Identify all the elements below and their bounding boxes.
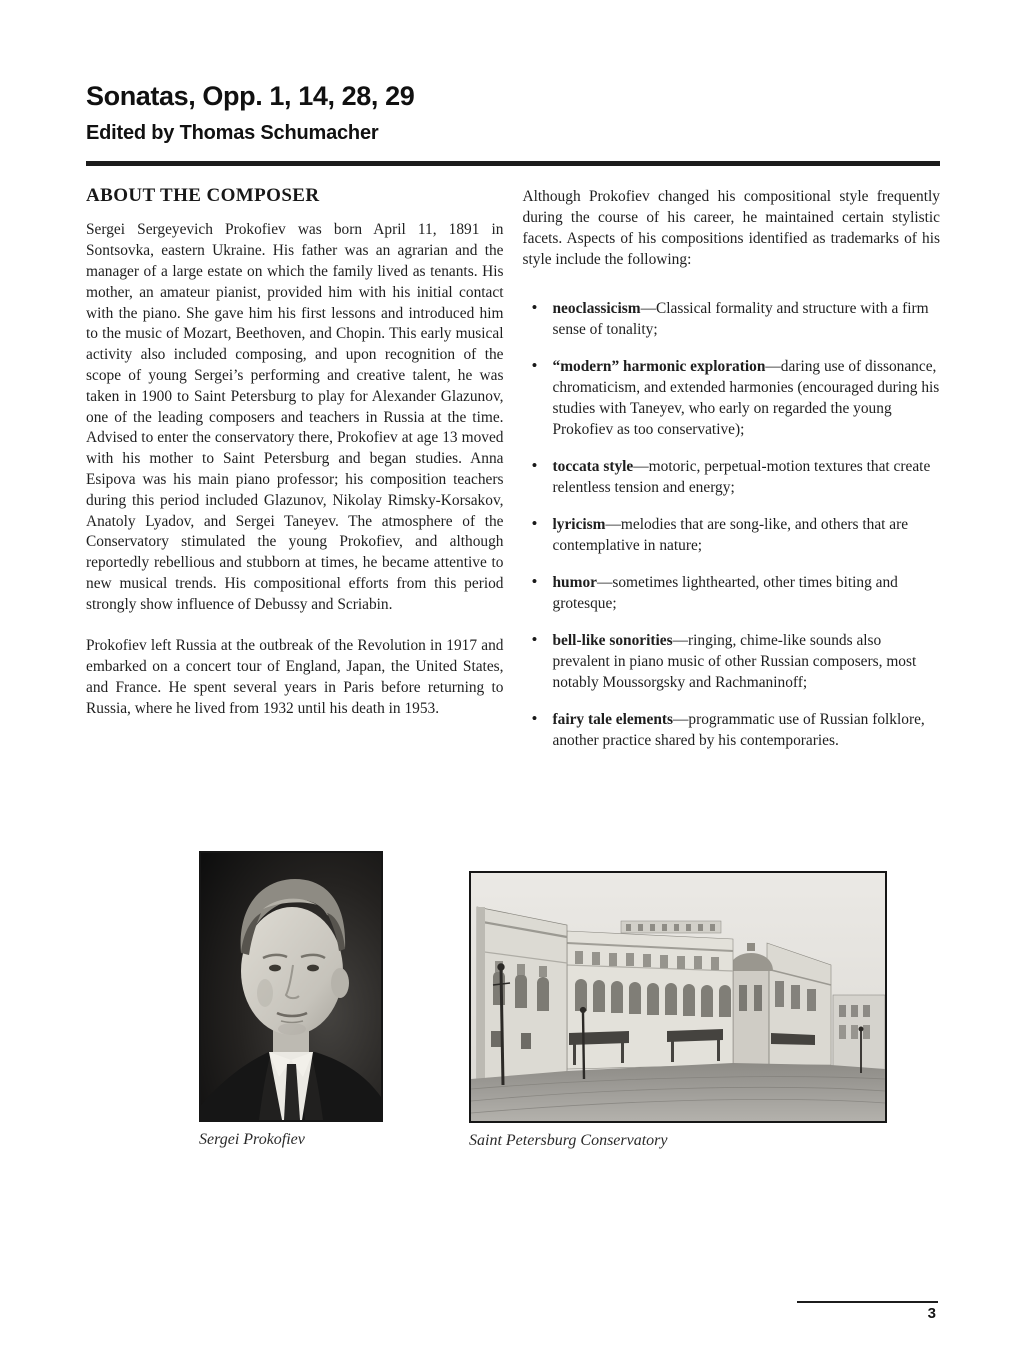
- style-trait-fairy-tale-elements: [532, 709, 941, 751]
- page-header: [0, 0, 1024, 166]
- trait-term: toccata style: [552, 457, 634, 475]
- style-intro: Although Prokofiev changed his compositional style frequently during the course of his career, he maintained certain stylistic facets. Aspects of his compositions identified as trademarks of his style include the following:: [522, 188, 940, 268]
- trait-term: neoclassicism: [552, 299, 641, 317]
- trait-term: fairy tale elements: [552, 710, 674, 728]
- footer-rule: [797, 1301, 938, 1303]
- bio-paragraph-1: Sergei Sergeyevich Prokofiev was born April 11, 1891 in Sontsovka, eastern Ukraine. His father was an agrarian and the manager of a large estate on which the family lived as tenants. His mother, an amateur pianist, provided him with his initial contact with the piano. She gave him his first lessons and introduced him to the music of Mozart, Beethoven, and Chopin. This early musical activity also included composing, and upon recognition of the scope of young Sergei’s performing and creative talent, he was taken in 1900 to Saint Petersburg to play for Alexander Glazunov, one of the leading composers and teachers in Russia at the time. Advised to enter the conservatory there, Prokofiev at age 13 moved with his mother to Saint Petersburg and began studies. Anna Esipova was his main piano professor; his composition teachers during this period included Glazunov, Nikolay Rimsky-Korsakov, Anatoly Lyadov, and Sergei Taneyev. The atmosphere of the Conservatory stimulated the young Prokofiev, and although reportedly rebellious and stubborn at times, he became attentive to new musical trends. His compositional efforts from this period strongly show influence of Debussy and Scriabin.: [86, 221, 504, 613]
- trait-text: —daring use of dissonance, chromaticism, and extended harmonies (encouraged during his studies with Taneyev, who early on regarded the young Prokofiev as too conservative);: [552, 357, 940, 438]
- trait-text: —sometimes lighthearted, other times biting and grotesque;: [552, 573, 898, 612]
- trait-text: —ringing, chime-like sounds also prevalent in piano music of other Russian composers, most notably Moussorgsky and Rachmaninoff;: [552, 631, 917, 691]
- photo-caption-prokofiev: Sergei Prokofiev: [199, 1131, 305, 1148]
- style-trait-humor: [532, 572, 941, 614]
- trait-text: —melodies that are song-like, and others that are contemplative in nature;: [552, 515, 909, 554]
- trait-term: lyricism: [552, 515, 606, 533]
- page-footer: [797, 1301, 938, 1322]
- style-trait-neoclassicism: [532, 298, 941, 340]
- trait-term: humor: [552, 573, 597, 591]
- style-trait-harmonic-exploration: [532, 356, 941, 440]
- section-heading: ABOUT THE COMPOSER: [86, 185, 320, 207]
- trait-term: “modern” harmonic exploration: [552, 357, 766, 375]
- right-column: [523, 185, 941, 766]
- trait-term: bell-like sonorities: [552, 631, 673, 649]
- page-title: Sonatas, Opp. 1, 14, 28, 29: [86, 81, 415, 111]
- trait-text: —programmatic use of Russian folklore, another practice shared by his contemporaries.: [552, 710, 925, 749]
- prokofiev-photo-figure: [199, 851, 383, 1149]
- photo-caption-conservatory: Saint Petersburg Conservatory: [469, 1132, 668, 1149]
- left-column: [86, 185, 504, 766]
- photos-section: [0, 851, 1024, 1161]
- style-traits-list: [523, 298, 941, 751]
- page-subtitle: Edited by Thomas Schumacher: [86, 122, 379, 145]
- style-trait-bell-like-sonorities: [532, 630, 941, 693]
- text-columns: [0, 166, 1024, 766]
- trait-text: —motoric, perpetual-motion textures that create relentless tension and energy;: [552, 457, 931, 496]
- page-number: 3: [927, 1305, 936, 1322]
- trait-text: —Classical formality and structure with a firm sense of tonality;: [552, 299, 929, 338]
- bio-paragraph-2: Prokofiev left Russia at the outbreak of the Revolution in 1917 and embarked on a concert tour of England, Japan, the United States, and France. He spent several years in Paris before returning to Russia, where he lived from 1932 until his death in 1953.: [86, 637, 504, 717]
- style-trait-lyricism: [532, 514, 941, 556]
- prokofiev-portrait-image: [199, 851, 383, 1122]
- conservatory-photo-figure: [469, 871, 887, 1150]
- conservatory-image: [469, 871, 887, 1123]
- style-trait-toccata-style: [532, 456, 941, 498]
